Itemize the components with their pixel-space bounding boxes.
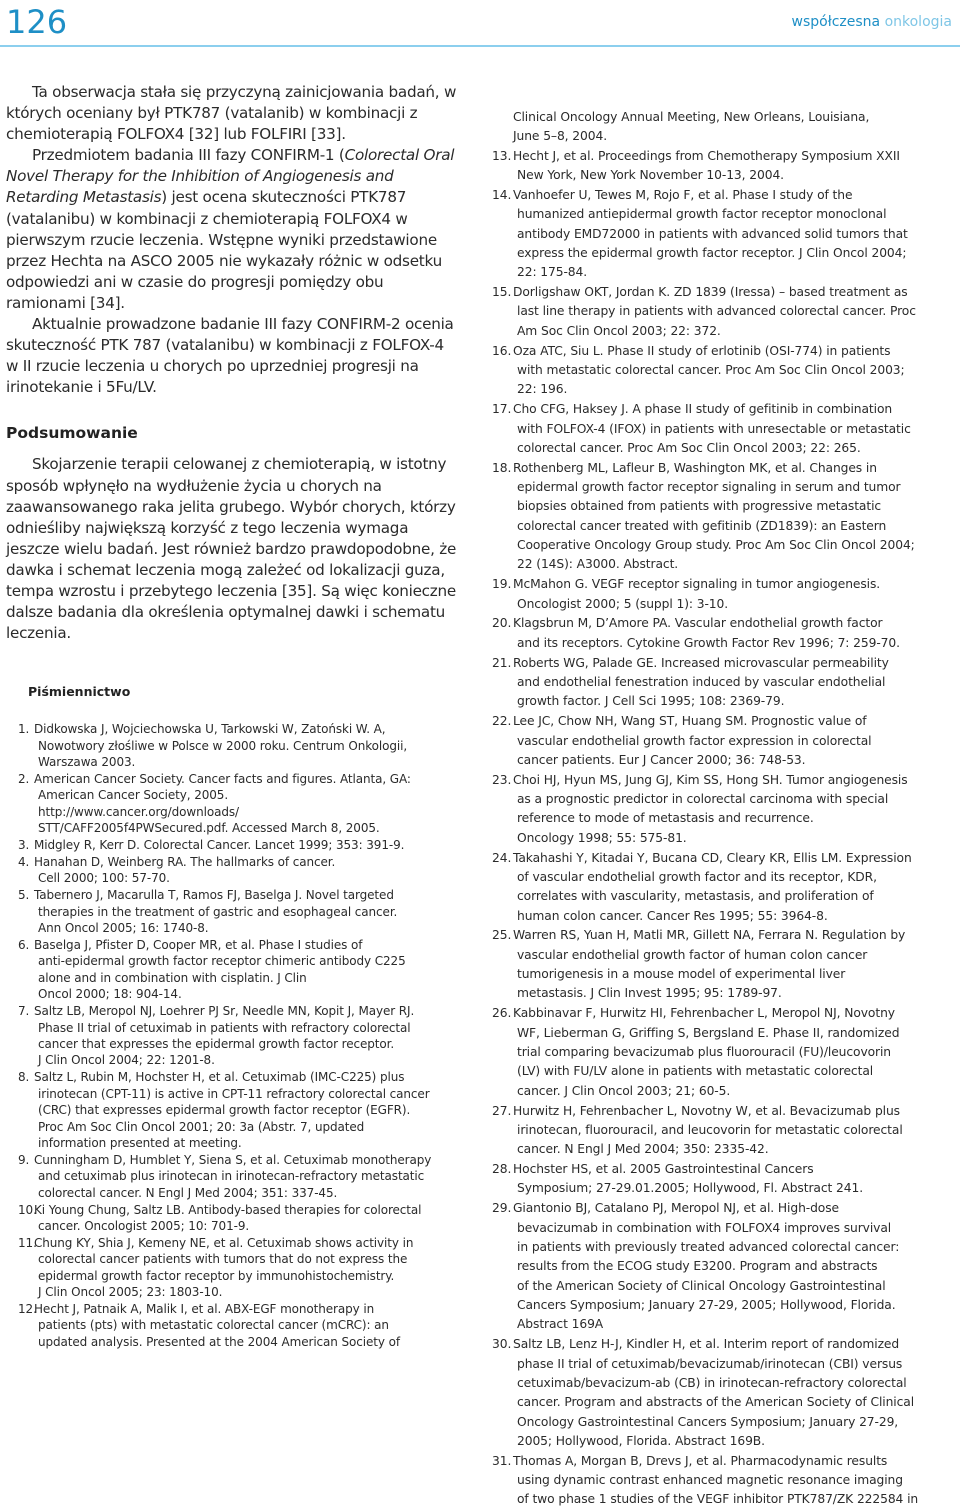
page-number: 126 bbox=[6, 3, 68, 41]
reference-number: 2. bbox=[18, 771, 30, 786]
reference-item bbox=[492, 1102, 954, 1160]
journal-name bbox=[792, 14, 952, 30]
reference-text: Cunningham D, Humblet Y, Siena S, et al. Cetuximab monotherapy and cetuximab plus irinotecan in irinotecan-refractory metastatic colorectal cancer. N Engl J Med 2004; 351: 337-45. bbox=[34, 1152, 432, 1200]
references-list-left bbox=[18, 721, 460, 1350]
journal-name-part1: współczesna bbox=[791, 14, 885, 30]
reference-item bbox=[492, 342, 954, 400]
reference-text: Oza ATC, Siu L. Phase II study of erlotinib (OSI-774) in patients with metastatic colorectal cancer. Proc Am Soc Clin Oncol 2003; 22: 196. bbox=[513, 343, 905, 397]
reference-text: Chung KY, Shia J, Kemeny NE, et al. Cetuximab shows activity in colorectal cancer patients with tumors that do not express the epidermal growth factor receptor by immunohistochemistry. J Clin Oncol 2005; 23: 1803-10. bbox=[34, 1235, 414, 1300]
reference-number: 8. bbox=[18, 1070, 30, 1085]
reference-text: Vanhoefer U, Tewes M, Rojo F, et al. Phase I study of the humanized antiepidermal growth factor receptor monoclonal antibody EMD72000 in patients with advanced solid tumors that express the epidermal growth factor receptor. J Clin Oncol 2004; 22: 175-84. bbox=[513, 187, 908, 280]
reference-text: Choi HJ, Hyun MS, Jung GJ, Kim SS, Hong SH. Tumor angiogenesis as a prognostic predictor in colorectal carcinoma with special reference to mode of metastasis and recurrence. Oncology 1998; 55: 575-81. bbox=[513, 772, 908, 845]
reference-number: 26. bbox=[492, 1006, 512, 1021]
summary-body bbox=[6, 454, 460, 644]
reference-number: 3. bbox=[18, 838, 30, 853]
references-list-right bbox=[492, 108, 954, 1510]
reference-number: 31. bbox=[492, 1453, 512, 1468]
reference-number: 22. bbox=[492, 714, 512, 729]
references-heading: Piśmiennictwo bbox=[28, 684, 131, 700]
reference-text: Hurwitz H, Fehrenbacher L, Novotny W, et al. Bevacizumab plus irinotecan, fluorouracil, and leucovorin for metastatic colorectal cancer. N Engl J Med 2004; 350: 2335-42. bbox=[513, 1103, 903, 1157]
reference-number: 6. bbox=[18, 938, 30, 953]
reference-item bbox=[18, 1301, 460, 1350]
reference-text: Hecht J, et al. Proceedings from Chemotherapy Symposium XXII New York, New York November 10-13, 2004. bbox=[513, 148, 900, 183]
reference-number: 20. bbox=[492, 616, 512, 631]
reference-text: American Cancer Society. Cancer facts and figures. Atlanta, GA: American Cancer Society, 2005. http://www.cancer.org/downloads/ STT/CAFF2005f4PWSecured.pdf. Accessed March 8, 2005. bbox=[34, 771, 411, 836]
reference-item bbox=[18, 1069, 460, 1151]
journal-name-part2: onkologia bbox=[884, 14, 952, 30]
reference-number: 12. bbox=[18, 1301, 37, 1316]
reference-item bbox=[492, 926, 954, 1003]
reference-text: Roberts WG, Palade GE. Increased microvascular permeability and endothelial fenestration induced by vascular endothelial growth factor. J Cell Sci 1995; 108: 2369-79. bbox=[513, 655, 889, 709]
reference-item bbox=[18, 721, 460, 770]
reference-number: 1. bbox=[18, 722, 30, 737]
reference-item bbox=[492, 1335, 954, 1451]
reference-number: 7. bbox=[18, 1004, 30, 1019]
reference-text: Hanahan D, Weinberg RA. The hallmarks of cancer. Cell 2000; 100: 57-70. bbox=[34, 855, 336, 886]
reference-item bbox=[18, 1235, 460, 1301]
paragraph-2-start: Przedmiotem badania III fazy CONFIRM-1 ( bbox=[32, 146, 345, 165]
reference-text: Rothenberg ML, Lafleur B, Washington MK, et al. Changes in epidermal growth factor receptor signaling in serum and tumor biopsies obtained from patients with progressive metastatic colorectal cancer treated with gefitinib (ZD1839): an Eastern Cooperative Oncology Group study. Proc Am Soc Clin Oncol 2004; 22 (14S): A3000. Abstract. bbox=[513, 460, 915, 572]
reference-text: Warren RS, Yuan H, Matli MR, Gillett NA, Ferrara N. Regulation by vascular endothelial growth factor of human colon cancer tumorigenesis in a mouse model of experimental liver metastasis. J Clin Invest 1995; 95: 1789-97. bbox=[513, 928, 906, 1001]
reference-text: Saltz L, Rubin M, Hochster H, et al. Cetuximab (IMC-C225) plus irinotecan (CPT-11) is active in CPT-11 refractory colorectal cancer (CRC) that expresses epidermal growth factor receptor (EGFR). Proc Am Soc Clin Oncol 2001; 20: 3a (Abstr. 7, updated information presented at meeting. bbox=[34, 1070, 430, 1150]
reference-number: 18. bbox=[492, 460, 512, 475]
reference-item bbox=[492, 459, 954, 575]
reference-text: Hecht J, Patnaik A, Malik I, et al. ABX-EGF monotherapy in patients (pts) with metastatic colorectal cancer (mCRC): an updated analysis. Presented at the 2004 American Society of bbox=[34, 1301, 400, 1349]
reference-text: Klagsbrun M, D’Amore PA. Vascular endothelial growth factor and its receptors. Cytokine Growth Factor Rev 1996; 7: 259-70. bbox=[513, 616, 900, 650]
reference-text: Ki Young Chung, Saltz LB. Antibody-based therapies for colorectal cancer. Oncologist 2005; 10: 701-9. bbox=[34, 1202, 422, 1233]
reference-text: Baselga J, Pfister D, Cooper MR, et al. Phase I studies of anti-epidermal growth factor receptor chimeric antibody C225 alone and in combination with cisplatin. J Clin Oncol 2000; 18: 904-14. bbox=[34, 938, 406, 1002]
reference-item bbox=[18, 887, 460, 936]
reference-item bbox=[18, 771, 460, 837]
reference-number: 9. bbox=[18, 1152, 30, 1167]
reference-number: 21. bbox=[492, 655, 512, 670]
reference-number: 19. bbox=[492, 577, 512, 592]
reference-text: Saltz LB, Lenz H-J, Kindler H, et al. Interim report of randomized phase II trial of cetuximab/bevacizumab/irinotecan (CBI) versus cetuximab/bevacizum-ab (CB) in irinotecan-refractory colorectal cancer. Program and abstracts of the American Society of Clinical Oncology Gastrointestinal Cancers Symposium; January 27-29, 2005; Hollywood, Florida. Abstract 169B. bbox=[513, 1337, 915, 1448]
reference-item bbox=[18, 937, 460, 1003]
reference-number: 13. bbox=[492, 148, 512, 163]
reference-item bbox=[492, 1199, 954, 1334]
body-text bbox=[6, 82, 460, 398]
reference-number: 11. bbox=[18, 1235, 37, 1250]
reference-item bbox=[492, 147, 954, 186]
reference-item bbox=[492, 1004, 954, 1101]
paragraph-2-italic: Colorectal Oral Novel Therapy for the Inhibition of Angiogenesis and Retarding Metastasis bbox=[6, 146, 455, 207]
reference-item bbox=[492, 849, 954, 926]
summary-heading: Podsumowanie bbox=[6, 424, 138, 443]
reference-number: 14. bbox=[492, 187, 512, 202]
reference-text: Hochster HS, et al. 2005 Gastrointestinal Cancers Symposium; 27-29.01.2005; Hollywood, Fl. Abstract 241. bbox=[513, 1162, 864, 1196]
reference-item bbox=[492, 614, 954, 653]
reference-item bbox=[18, 1202, 460, 1235]
reference-number: 24. bbox=[492, 850, 512, 865]
reference-text: Tabernero J, Macarulla T, Ramos FJ, Baselga J. Novel targeted therapies in the treatment of gastric and esophageal cancer. Ann Oncol 2005; 16: 1740-8. bbox=[34, 888, 398, 936]
reference-item bbox=[492, 283, 954, 341]
paragraph-2-end: ) jest ocena skuteczności PTK787 (vatalanibu) w kombinacji z chemioterapią FOLFOX4 w pierwszym rzucie leczenia. Wstępne wyniki przedstawione przez Hechta na ASCO 2005 nie wykazały różnic w odsetku odpowiedzi ani w czasie do progresji pomiędzy obu ramionami [34]. bbox=[6, 188, 442, 312]
reference-number: 4. bbox=[18, 855, 30, 869]
reference-text: Lee JC, Chow NH, Wang ST, Huang SM. Prognostic value of vascular endothelial growth factor expression in colorectal cancer patients. Eur J Cancer 2000; 36: 748-53. bbox=[513, 714, 872, 767]
header-rule bbox=[0, 45, 960, 47]
reference-number: 17. bbox=[492, 402, 512, 417]
reference-text: McMahon G. VEGF receptor signaling in tumor angiogenesis. Oncologist 2000; 5 (suppl 1): 3-10. bbox=[513, 577, 881, 611]
reference-text: Takahashi Y, Kitadai Y, Bucana CD, Cleary KR, Ellis LM. Expression of vascular endothelial growth factor and its receptor, KDR, correlates with vascularity, metastasis, and proliferation of human colon cancer. Cancer Res 1995; 55: 3964-8. bbox=[513, 850, 912, 923]
reference-item bbox=[492, 654, 954, 712]
reference-text: Dorligshaw OKT, Jordan K. ZD 1839 (Iressa) – based treatment as last line therapy in patients with advanced colorectal cancer. Proc Am Soc Clin Oncol 2003; 22: 372. bbox=[513, 285, 916, 338]
reference-text: Giantonio BJ, Catalano PJ, Meropol NJ, et al. High-dose bevacizumab in combination with FOLFOX4 improves survival in patients with previously treated advanced colorectal cancer: results from the ECOG study E3200. Program and abstracts of the American Society of Clinical Oncology Gastrointestinal Cancers Symposium; January 27-29, 2005; Hollywood, Florida. Abstract 169A bbox=[513, 1201, 900, 1332]
reference-item bbox=[492, 400, 954, 458]
reference-number: 27. bbox=[492, 1103, 512, 1118]
reference-item bbox=[492, 771, 954, 848]
reference-item bbox=[18, 1152, 460, 1201]
reference-text: Cho CFG, Haksey J. A phase II study of gefitinib in combination with FOLFOX-4 (IFOX) in patients with unresectable or metastatic colorectal cancer. Proc Am Soc Clin Oncol 2003; 22: 265. bbox=[513, 402, 911, 455]
paragraph-1: Ta obserwacja stała się przyczyną zainicjowania badań, w których oceniany był PTK787 (vatalanib) w kombinacji z chemioterapią FOLFOX4 [32] lub FOLFIRI [33]. bbox=[6, 83, 457, 144]
left-column bbox=[6, 82, 460, 1351]
reference-text: Saltz LB, Meropol NJ, Loehrer PJ Sr, Needle MN, Kopit J, Mayer RJ. Phase II trial of cetuximab in patients with refractory colorectal cancer that expresses the epidermal growth factor receptor. J Clin Oncol 2004; 22: 1201-8. bbox=[34, 1004, 415, 1068]
reference-number: 10. bbox=[18, 1202, 37, 1217]
reference-number: 30. bbox=[492, 1337, 512, 1352]
reference-number: 16. bbox=[492, 343, 512, 358]
reference-item bbox=[492, 1452, 954, 1510]
summary-paragraph: Skojarzenie terapii celowanej z chemioterapią, w istotny sposób wpłynęło na wydłużenie życia u chorych na zaawansowanego raka jelita grubego. Wybór chorych, którzy odnieśliby największą korzyść z tego leczenia wymaga jeszcze wielu badań. Jest również bardzo prawdopodobne, że dawka i schemat leczenia mogą zależeć od lokalizacji guza, tempa wzrostu i przebytego leczenia [35]. Są więc konieczne dalsze badania dla określenia optymalnej dawki i schematu leczenia. bbox=[6, 455, 457, 643]
reference-text: Thomas A, Morgan B, Drevs J, et al. Pharmacodynamic results using dynamic contrast enhanced magnetic resonance imaging of two phase 1 studies of the VEGF inhibitor PTK787/ZK 222584 in bbox=[513, 1453, 919, 1507]
reference-item bbox=[492, 712, 954, 770]
reference-item bbox=[492, 1160, 954, 1199]
reference-number: 28. bbox=[492, 1162, 512, 1177]
reference-text: Kabbinavar F, Hurwitz HI, Fehrenbacher L, Meropol NJ, Novotny WF, Lieberman G, Griffing S, Bergsland E. Phase II, randomized trial comparing bevacizumab plus fluorouracil (FU)/leucovorin (LV) with FU/LV alone in patients with metastatic colorectal cancer. J Clin Oncol 2003; 21; 60-5. bbox=[513, 1006, 900, 1098]
reference-continuation: Clinical Oncology Annual Meeting, New Orleans, Louisiana, June 5–8, 2004. bbox=[513, 110, 870, 144]
reference-item bbox=[18, 1003, 460, 1069]
reference-item bbox=[492, 186, 954, 283]
reference-number: 25. bbox=[492, 928, 512, 943]
right-column bbox=[492, 108, 954, 1510]
reference-text: Midgley R, Kerr D. Colorectal Cancer. Lancet 1999; 353: 391-9. bbox=[34, 838, 405, 853]
reference-number: 5. bbox=[18, 888, 30, 903]
reference-number: 15. bbox=[492, 285, 512, 300]
reference-number: 23. bbox=[492, 772, 512, 787]
reference-item bbox=[492, 575, 954, 614]
paragraph-2 bbox=[6, 145, 460, 314]
reference-text: Didkowska J, Wojciechowska U, Tarkowski W, Zatoński W. A, Nowotwory złośliwe w Polsce w 2000 roku. Centrum Onkologii, Warszawa 2003. bbox=[34, 722, 408, 770]
reference-number: 29. bbox=[492, 1201, 512, 1216]
reference-item bbox=[18, 854, 460, 887]
paragraph-3: Aktualnie prowadzone badanie III fazy CONFIRM-2 ocenia skuteczność PTK 787 (vatalanibu) w kombinacji z FOLFOX-4 w II rzucie leczenia u chorych po uprzedniej progresji na irinotekanie i 5Fu/LV. bbox=[6, 315, 454, 397]
references-list-right-items bbox=[492, 147, 954, 1510]
reference-item bbox=[18, 837, 460, 853]
